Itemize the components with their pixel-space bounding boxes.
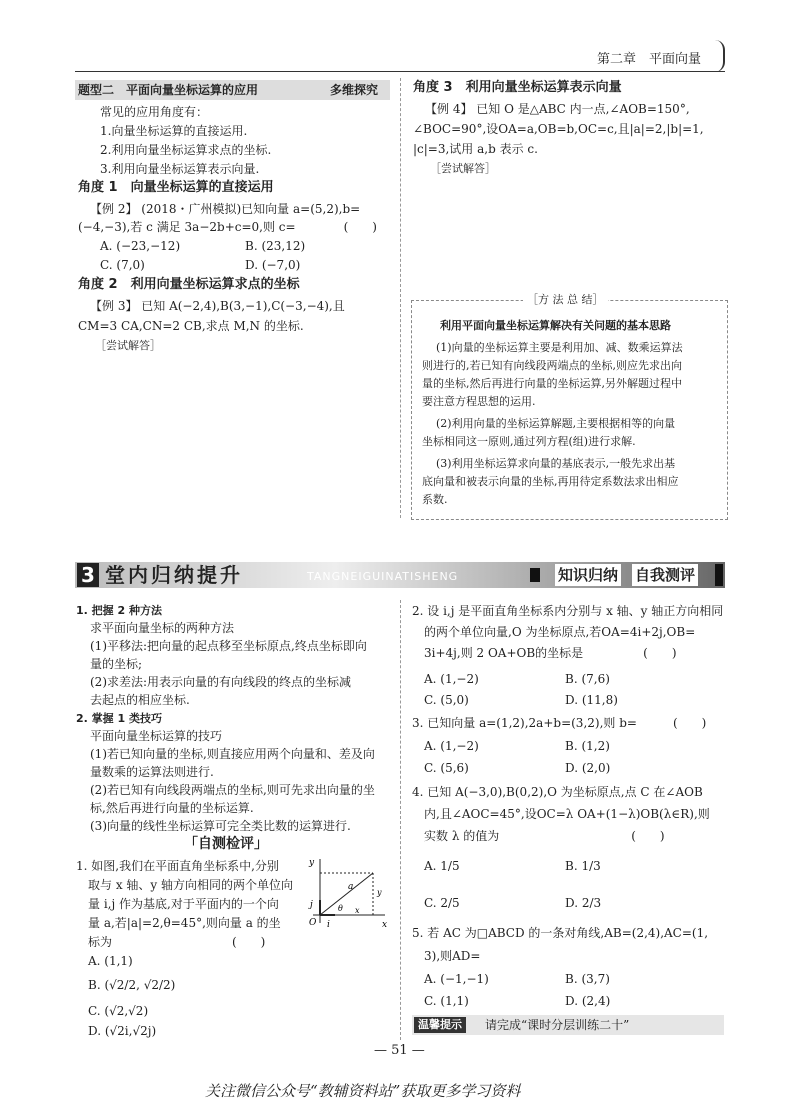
- summary-text: 量数乘的运算法则进行.: [90, 765, 214, 779]
- angle-list-item: 2.利用向量坐标运算求点的坐标.: [100, 143, 272, 157]
- question5-line: 5. 若 AC 为□ABCD 的一条对角线,AB=(2,4),AC=(1,: [412, 926, 709, 940]
- section-banner: [75, 562, 725, 588]
- example4-line2: ∠BOC=90°,设OA=a,OB=b,OC=c,且|a|=2,|b|=1,: [413, 122, 704, 136]
- try-answer-label: ［尝试解答］: [430, 162, 496, 175]
- question4-line: 4. 已知 A(−3,0),B(0,2),O 为坐标原点,点 C 在∠AOB: [412, 785, 703, 799]
- question4-option-c: C. 2/5: [424, 896, 460, 910]
- angle-list-item: 1.向量坐标运算的直接运用.: [100, 124, 248, 138]
- summary-text: 量的坐标;: [90, 657, 143, 671]
- banner-tab-knowledge: 知识归纳: [555, 564, 621, 586]
- question2-option-d: D. (11,8): [565, 693, 618, 707]
- question4-option-b: B. 1/3: [565, 859, 601, 873]
- try-answer-label: ［尝试解答］: [95, 339, 161, 352]
- example2-line2: (−4,−3),若 c 满足 3a−2b+c=0,则 c= ( ): [78, 220, 377, 234]
- angle1-title: 角度 1 向量坐标运算的直接运用: [78, 180, 274, 195]
- banner-pinyin: TANGNEIGUINATISHENG: [307, 570, 459, 583]
- label-y-coord: y: [377, 888, 382, 897]
- example3-line1: 【例 3】 已知 A(−2,4),B(3,−1),C(−3,−4),且: [90, 299, 345, 313]
- label-x: x: [382, 920, 388, 930]
- promo-text: 关注微信公众号“教辅资料站”获取更多学习资料: [205, 1082, 521, 1100]
- banner-end-block: [715, 564, 723, 586]
- question5-option-b: B. (3,7): [565, 972, 610, 986]
- section-title: 题型二 平面向量坐标运算的应用: [78, 83, 259, 97]
- question3-line: 3. 已知向量 a=(1,2),2a+b=(3,2),则 b= ( ): [412, 716, 707, 730]
- label-a: a: [348, 882, 354, 892]
- coordinate-figure: [305, 855, 390, 930]
- intro-text: 常见的应用角度有：: [100, 105, 209, 119]
- angle-list-item: 3.利用向量坐标运算表示向量.: [100, 162, 260, 176]
- question1-line: 量 i,j 作为基底,对于平面内的一个向: [88, 897, 279, 911]
- banner-tab-selftest: 自我测评: [632, 564, 698, 586]
- banner-square-icon: [530, 568, 540, 582]
- page-number: — 51 —: [374, 1043, 425, 1058]
- summary-text: 去起点的相应坐标.: [90, 693, 190, 707]
- column-divider-lower: [400, 600, 401, 1040]
- option-c: C. (7,0): [100, 258, 145, 272]
- angle3-title: 角度 3 利用向量坐标运算表示向量: [413, 80, 622, 95]
- label-origin: O: [309, 918, 317, 928]
- chapter-title: 第二章 平面向量: [597, 52, 702, 67]
- question1-option-c: C. (√2,√2): [88, 1004, 149, 1018]
- question5-option-d: D. (2,4): [565, 994, 611, 1008]
- tip-text: 请完成“课时分层训练二十”: [485, 1018, 630, 1032]
- question4-option-d: D. 2/3: [565, 896, 602, 910]
- chapter-bracket: [715, 40, 725, 72]
- option-d: D. (−7,0): [245, 258, 301, 272]
- vector-a: [320, 873, 373, 915]
- summary-heading-1: 1. 把握 2 种方法: [76, 604, 162, 617]
- question1-option-d: D. (√2i,√2j): [88, 1024, 157, 1038]
- question2-option-b: B. (7,6): [565, 672, 610, 686]
- question1-option-a: A. (1,1): [88, 954, 133, 968]
- angle2-title: 角度 2 利用向量坐标运算求点的坐标: [78, 277, 300, 292]
- question1-option-b: B. (√2/2, √2/2): [88, 978, 176, 992]
- summary-text: (2)若已知有向线段两端点的坐标,则可先求出向量的坐: [90, 783, 375, 797]
- method-text: (1)向量的坐标运算主要是利用加、减、数乘运算法: [436, 341, 683, 354]
- method-text: 系数.: [422, 493, 448, 506]
- banner-title: 堂内归纳提升: [105, 563, 243, 587]
- example3-line2: CM=3 CA,CN=2 CB,求点 M,N 的坐标.: [78, 319, 304, 333]
- question1-line: 1. 如图,我们在平面直角坐标系中,分别: [76, 859, 279, 873]
- method-text: 要注意方程思想的运用.: [422, 395, 536, 408]
- method-text: (2)利用向量的坐标运算解题,主要根据相等的向量: [436, 417, 676, 430]
- question3-option-d: D. (2,0): [565, 761, 611, 775]
- question4-line: 内,且∠AOC=45°,设OC=λ OA+(1−λ)OB(λ∈R),则: [424, 807, 710, 821]
- question1-line: 量 a,若|a|=2,θ=45°,则向量 a 的坐: [88, 916, 281, 930]
- summary-text: (3)向量的线性坐标运算可完全类比数的运算进行.: [90, 819, 351, 833]
- summary-text: (2)求差法:用表示向量的有向线段的终点的坐标减: [90, 675, 352, 689]
- question2-option-c: C. (5,0): [424, 693, 469, 707]
- summary-heading-2: 2. 掌握 1 类技巧: [76, 712, 162, 725]
- summary-text: (1)平移法:把向量的起点移至坐标原点,终点坐标即向: [90, 639, 367, 653]
- method-text: 则进行的,若已知有向线段两端点的坐标,则应先求出向: [422, 359, 682, 372]
- question2-line: 3i+4j,则 2 OA+OB的坐标是 ( ): [424, 646, 677, 660]
- question3-option-a: A. (1,−2): [424, 739, 479, 753]
- question4-option-a: A. 1/5: [424, 859, 460, 873]
- question5-option-a: A. (−1,−1): [424, 972, 489, 986]
- label-y: y: [309, 858, 315, 868]
- example2-line1: 【例 2】 (2018・广州模拟)已知向量 a=(5,2),b=: [90, 202, 361, 216]
- question2-line: 的两个单位向量,O 为坐标原点,若OA=4i+2j,OB=: [424, 625, 696, 639]
- summary-text: (1)若已知向量的坐标,则直接应用两个向量和、差及向: [90, 747, 375, 761]
- question3-option-b: B. (1,2): [565, 739, 610, 753]
- header-rule: [75, 71, 725, 72]
- question4-line: 实数 λ 的值为 ( ): [424, 829, 665, 843]
- question1-line: 标为 ( ): [88, 935, 266, 949]
- method-text: 坐标相同这一原则,通过列方程(组)进行求解.: [422, 435, 636, 448]
- column-divider: [400, 78, 401, 518]
- tip-label: 温馨提示: [414, 1017, 466, 1033]
- question5-line: 3),则AD=: [424, 949, 481, 963]
- self-test-title: 「自测检评」: [184, 836, 268, 852]
- question2-line: 2. 设 i,j 是平面直角坐标系内分别与 x 轴、y 轴正方向相同: [412, 604, 724, 618]
- method-text: 底向量和被表示向量的坐标,再用待定系数法求出相应: [422, 475, 679, 488]
- example4-line3: |c|=3,试用 a,b 表示 c.: [413, 142, 538, 156]
- summary-text: 标,然后再进行向量的坐标运算.: [90, 801, 254, 815]
- question3-option-c: C. (5,6): [424, 761, 469, 775]
- option-a: A. (−23,−12): [100, 239, 181, 253]
- label-theta: θ: [338, 904, 343, 913]
- summary-text: 求平面向量坐标的两种方法: [90, 621, 235, 635]
- method-summary-title: 利用平面向量坐标运算解决有关问题的基本思路: [440, 319, 671, 332]
- option-b: B. (23,12): [245, 239, 306, 253]
- example4-line1: 【例 4】 已知 O 是△ABC 内一点,∠AOB=150°,: [425, 102, 690, 116]
- label-i: i: [327, 920, 330, 930]
- question1-line: 取与 x 轴、y 轴方向相同的两个单位向: [88, 878, 293, 892]
- banner-number: 3: [77, 563, 99, 587]
- question5-option-c: C. (1,1): [424, 994, 469, 1008]
- method-summary-label: ［方 法 总 结］: [523, 292, 608, 308]
- label-j: j: [310, 900, 313, 910]
- method-text: (3)利用坐标运算求向量的基底表示,一般先求出基: [436, 457, 676, 470]
- section-tag: 多维探究: [330, 83, 379, 97]
- summary-text: 平面向量坐标运算的技巧: [90, 729, 223, 743]
- label-x-coord: x: [355, 906, 360, 915]
- question2-option-a: A. (1,−2): [424, 672, 479, 686]
- method-text: 量的坐标,然后再进行向量的坐标运算,另外解题过程中: [422, 377, 682, 390]
